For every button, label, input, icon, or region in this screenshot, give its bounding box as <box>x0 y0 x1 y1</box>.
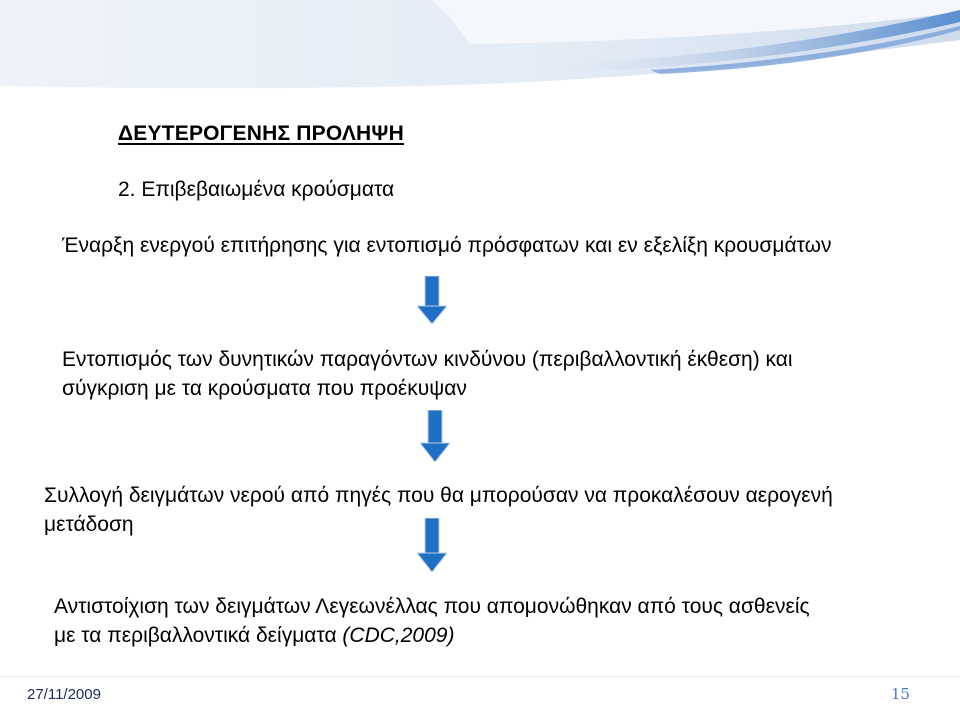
down-arrow-icon <box>420 410 450 462</box>
step-4-line-2-text: με τα περιβαλλοντικά δείγματα <box>54 624 343 647</box>
step-4-text <box>54 592 810 650</box>
step-3-line-1: Συλλογή δειγμάτων νερού από πηγές που θα μπορούσαν να προκαλέσουν αερογενή <box>44 484 833 507</box>
step-2-text <box>62 345 793 403</box>
step-4-line-2 <box>54 621 810 650</box>
step-4-line-1: Αντιστοίχιση των δειγμάτων Λεγεωνέλλας που απομονώθηκαν από τους ασθενείς <box>54 595 810 618</box>
page-number: 15 <box>891 685 911 703</box>
slide-heading: ΔΕΥΤΕΡΟΓΕΝΗΣ ΠΡΟΛΗΨΗ <box>118 122 404 145</box>
down-arrow-icon <box>417 276 447 324</box>
footer-divider <box>0 676 960 677</box>
step-2-line-1: Εντοπισμός των δυνητικών παραγόντων κινδύνου (περιβαλλοντική έκθεση) και <box>62 348 793 371</box>
slide-subheading: 2. Επιβεβαιωμένα κρούσματα <box>118 178 395 201</box>
down-arrow-icon <box>417 518 447 572</box>
footer-date: 27/11/2009 <box>27 686 101 703</box>
step-2-line-2: σύγκριση με τα κρούσματα που προέκυψαν <box>62 377 467 400</box>
citation: (CDC,2009) <box>342 624 455 647</box>
step-1-text <box>62 234 832 258</box>
header-wave-banner <box>0 0 960 100</box>
step-3-line-2: μετάδοση <box>44 513 134 536</box>
step-1-line-1: Έναρξη ενεργού επιτήρησης για εντοπισμό πρόσφατων και εν εξελίξη κρουσμάτων <box>62 234 832 257</box>
